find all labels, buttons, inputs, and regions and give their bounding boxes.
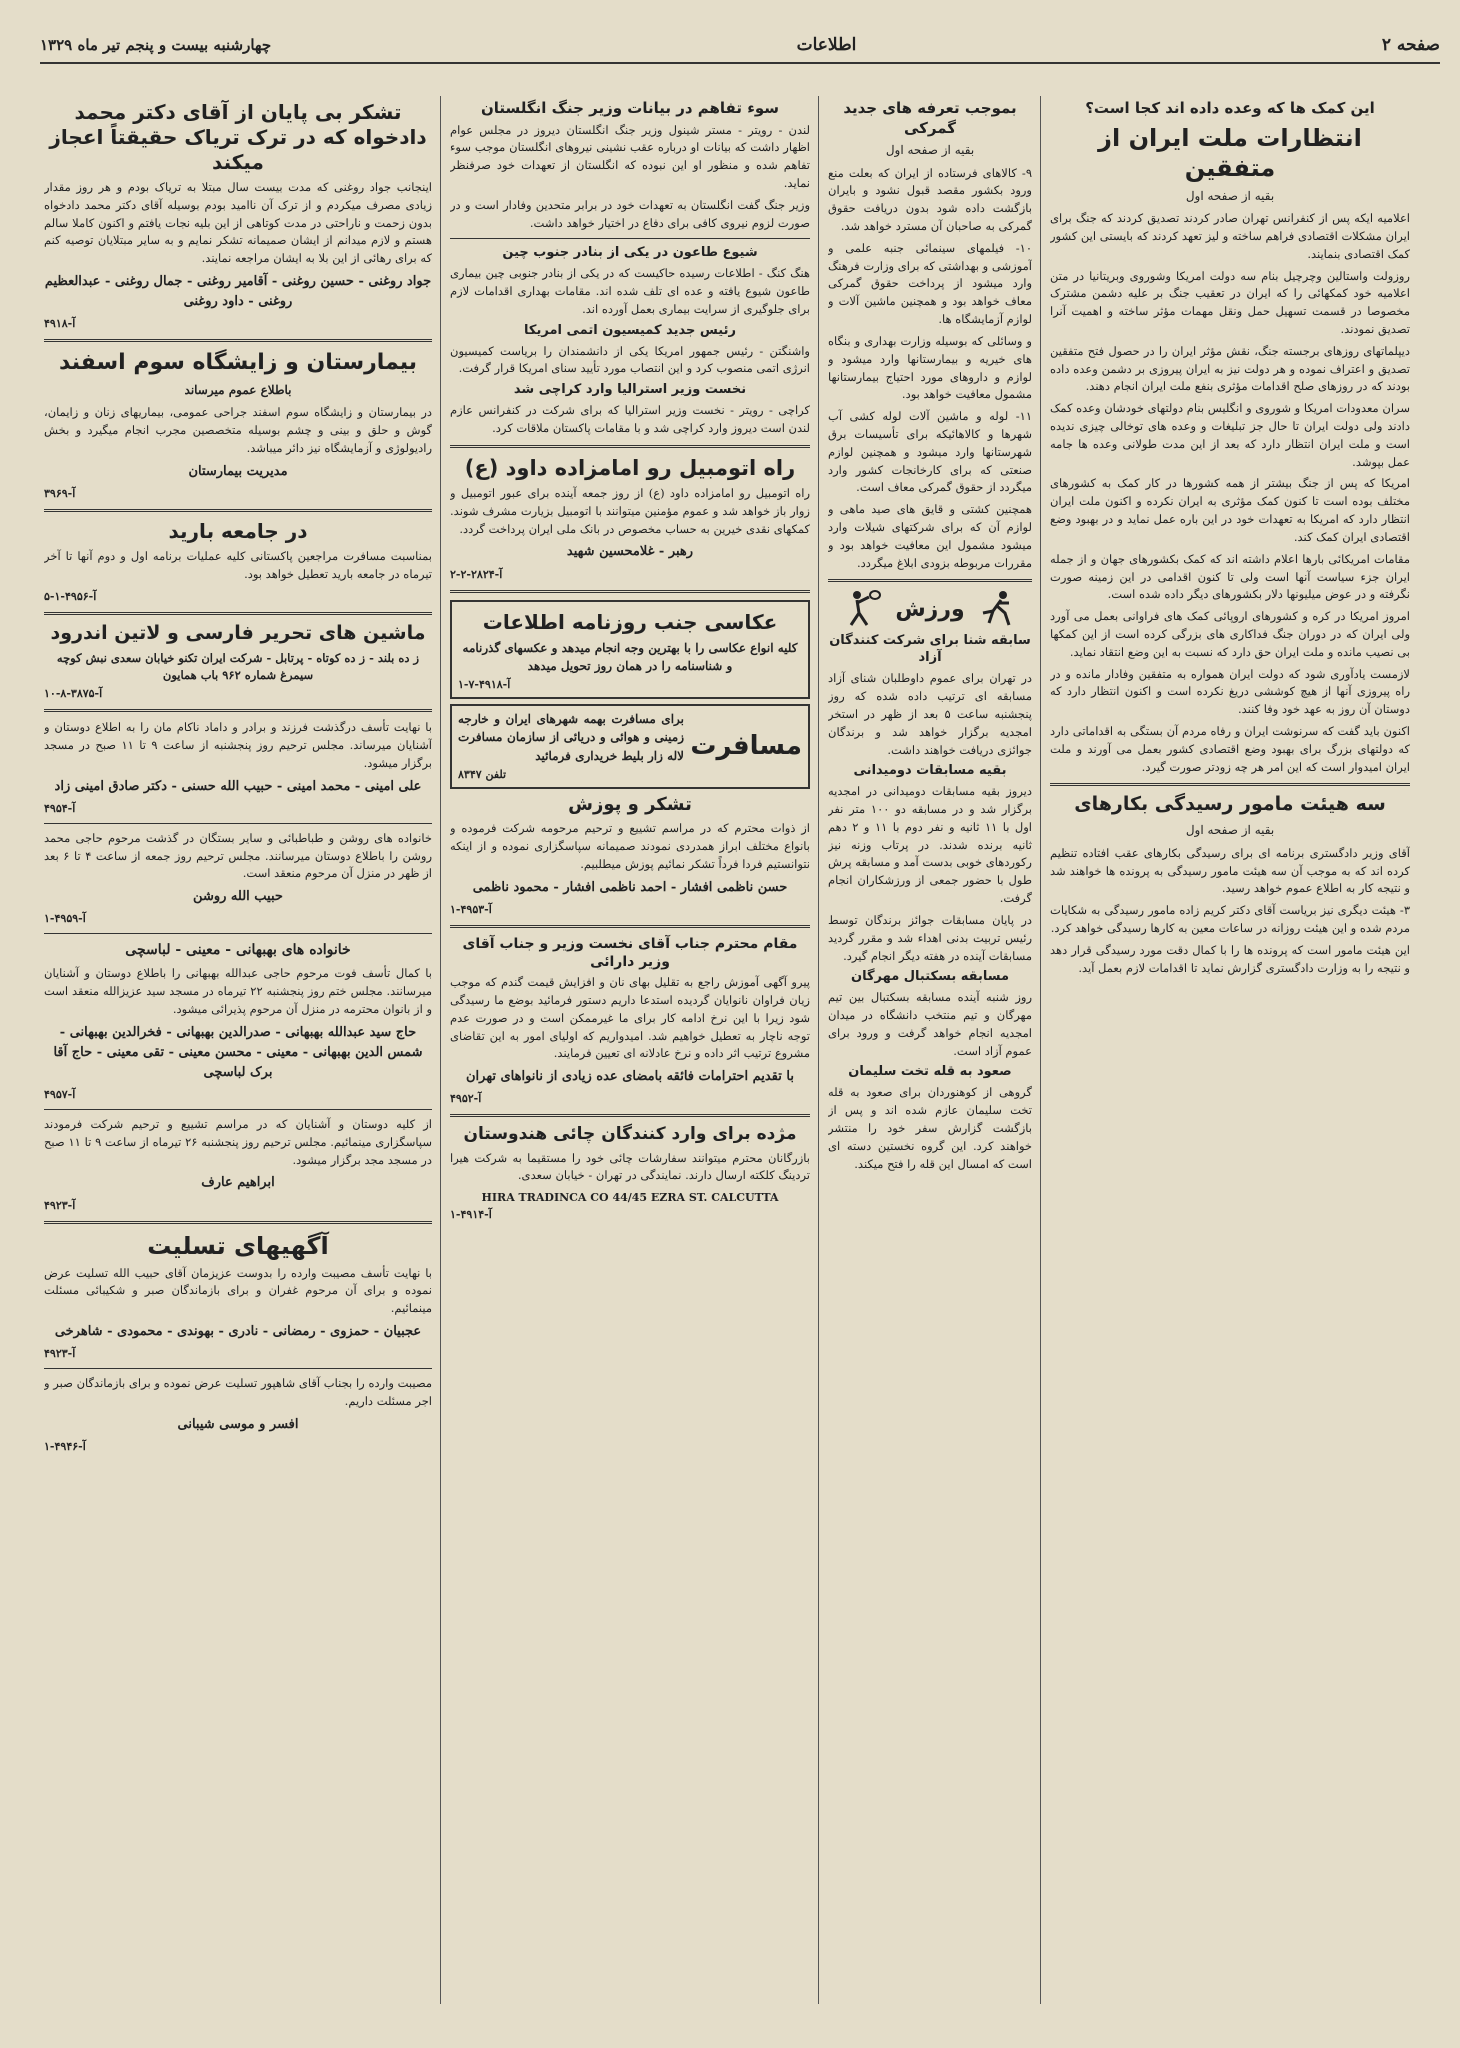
sports-paragraph: در تهران برای عموم داوطلبان شنای آزاد مسابقه ای ترتیب داده شده که روز پنجشنبه ساعت ۵ بعد از ظهر در استخر امجدیه برگزار خواهد شد و برندگان جوائزی دریافت خواهند داشت. [828, 671, 1032, 757]
article-paragraph: سران معدودات امریکا و شوروی و انگلیس بنام دولتهای خودشان وعده کمک دادند ولی دولت ایران تا حال جز تبلیغات و وعده های توخالی چیزی ندیده است و ملت ایران انتظار دارد که بعد از این مدت طولانی وعده ها جامه عمل بپوشد. [1050, 401, 1410, 469]
typewriter-ad-text: ز ده بلند - ز ده کوتاه - پرتابل - شرکت ایران تکنو خیابان سعدی نبش کوچه سیمرغ شماره ۹۶۲ باب همایون [56, 650, 420, 683]
news-headline: شیوع طاعون در یکی از بنادر جنوب چین [502, 245, 758, 261]
open-letter-text: پیرو آگهی آموزش راجع به تقلیل بهای نان و افزایش قیمت گندم که موجب زیان فراوان نانوایان گردیده استدعا داریم دستور فرمائید بوضع ما رسیدگی شود زیرا با این نرخ ادامه کار برای ما غیرممکن است و در صورت عدم توجه ناچار به تعطیل خواهیم شد. امیدواریم که اولیای امور به این تقاضای مشروع ترتیب اثر داده و نرخ عادلانه ای تعیین فرمایند. [450, 975, 810, 1061]
article-paragraph: امریکا که پس از جنگ بیشتر از همه کشورها در کار کمک به کشورهای مختلف بوده است تا کنون کمک مؤثری به ایران نکرده و اکنون ملت ایران انتظار دارد که امریکا به تعهدات خود در این باره عمل نماید و در بهبود وضع اقتصادی ایران کمک کند. [1050, 476, 1410, 544]
article-paragraph: و وسائلی که بوسیله وزارت بهداری و بنگاه های خیریه و بیمارستانها وارد میشود و لوازم و داروهای مورد احتیاج بیمارستانها مشمول معافیت خواهد بود. [828, 333, 1032, 402]
divider [44, 823, 432, 824]
news-paragraph: واشنگتن - رئیس جمهور امریکا یکی از دانشمندان را بریاست کمیسیون انرژی اتمی منصوب کرد و این انتصاب مورد تأیید سنای امریکا قرار گرفت. [450, 343, 810, 376]
sports-headline: بقیه مسابقات دومیدانی [853, 763, 1007, 779]
article-paragraph: همچنین کشتی و قایق های صید ماهی و لوازم آن که برای شرکتهای شیلات وارد میشود مشمول این معافیت خواهد بود و مقررات مربوطه بزودی ابلاغ میگردد. [828, 502, 1032, 570]
ad-code: آ-۴۹۵۴ [44, 801, 76, 815]
thanks-text: از ذوات محترم که در مراسم تشییع و ترحیم مرحومه شرکت فرموده و بانواع مختلف ابراز همدردی نمودند صمیمانه سپاسگزاری نموده و از اینکه نتوانستیم فردا فرداً تشکر نمائیم پوزش میطلبیم. [450, 821, 810, 871]
divider [44, 612, 432, 615]
travel-ad [450, 704, 810, 789]
ad-code: آ-۴۹۱۸ [44, 317, 76, 331]
notice-title: در جامعه بارید [168, 519, 308, 544]
obituary-signature: حاج سید عبدالله بهبهانی - صدرالدین بهبهانی - فخرالدین بهبهانی - شمس الدین بهبهانی - معینی - محسن معینی - تقی معینی - حاج آقا برک لباسچی [53, 1024, 423, 1080]
hospital-ad-signature: مدیریت بیمارستان [188, 463, 288, 479]
article-headline: بموجب تعرفه های جدید گمرکی [843, 99, 1017, 137]
sports-header [828, 589, 1032, 629]
article-paragraph: مقامات امریکائی بارها اعلام داشته اند که کمک بکشورهای جهان و از جمله ایران جزء سیاست آنها است ولی تا کنون اقدامی در این زمینه صورت نگرفته و در عوض میلیونها دلار بکشورهای دیگر داده شده است. [1050, 551, 1410, 602]
divider [1050, 783, 1410, 786]
column-rule [1040, 96, 1041, 2004]
ad-code: آ-۴۹۱۸-۷-۱ [458, 677, 511, 691]
news-paragraph: کراچی - رویتر - نخست وزیر استرالیا که برای شرکت در کنفرانس عازم لندن است دیروز وارد کراچی شد و با مقامات پاکستان ملاقات کرد. [450, 403, 810, 435]
article-paragraph: ۱۰- فیلمهای سینمائی جنبه علمی و آموزشی و بهداشتی که برای وزارت فرهنگ وارد میشود از پرداخت حقوق گمرکی معاف خواهد بود و همچنین ماشین آلات و لوازم آزمایشگاه ها. [828, 240, 1032, 327]
news-paragraph: وزیر جنگ گفت انگلستان به تعهدات خود در برابر متحدین وفادار است و در صورت لزوم نیروی کافی برای دفاع در اختیار خواهد داشت. [450, 197, 810, 230]
column-third [450, 96, 810, 2008]
divider [450, 590, 810, 593]
divider [44, 339, 432, 342]
obituary-title: خانواده های بهبهانی - معینی - لباسچی [125, 942, 351, 959]
ad-code: آ-۴۹۲۳ [44, 1347, 76, 1361]
hospital-ad-text: در بیمارستان و زایشگاه سوم اسفند جراحی عمومی، بیماریهای زنان و زایمان، گوش و حلق و بینی و چشم بوسیله متخصصین مجرب انجام میگیرد و بخش رادیولوژی و آزمایشگاه نیز دائر میباشد. [44, 405, 432, 456]
column-rule [818, 96, 819, 2004]
condolence-signature: عجبیان - حمزوی - رمضانی - نادری - بهوندی - محمودی - شاهرخی [54, 1324, 422, 1340]
thanks-ad-title: تشکر بی پایان از آقای دکتر محمد دادخواه که در ترک تریاک حقیقتاً اعجاز میکند [49, 100, 427, 174]
open-letter-signature: با تقدیم احترامات فائقه بامضای عده زیادی از نانواهای تهران [466, 1069, 794, 1085]
sports-paragraph: دیروز بقیه مسابقات دومیدانی در امجدیه برگزار شد و در مسابقه دو ۱۰۰ متر نفر اول با ۱۱ ثانیه و نفر دوم با ۱۱ و ۲ دهم ثانیه برنده شدند. در پرتاب وزنه نیز رکوردهای خوبی بدست آمد و مسابقه پرش طول با حضور جمعی از ورزشکاران انجام گرفت. [828, 784, 1032, 906]
obituary-text: با نهایت تأسف درگذشت فرزند و برادر و داماد ناکام مان را به اطلاع دوستان و آشنایان میرساند. مجلس ترحیم روز پنجشنبه از ساعت ۹ تا ۱۱ صبح در مسجد برگزار میشود. [44, 720, 432, 770]
sports-headline: صعود به قله تخت سلیمان [848, 1064, 1012, 1080]
ad-code: آ-۲۸۲۴-۲-۲ [450, 567, 503, 581]
condolence-section-title: آگهیهای تسلیت [147, 1231, 329, 1260]
ad-code: آ-۴۹۵۹-۱ [44, 912, 86, 926]
article-paragraph: ۱۱- لوله و ماشین آلات لوله کشی آب شهرها و کالاهائیکه برای تأسیسات برق شهرستانها وارد میشود و همچنین لوازم صنعتی که برای کارخانجات کشور وارد میگردد از حقوق گمرکی معاف است. [828, 409, 1032, 495]
column-rule [440, 96, 441, 2004]
article-paragraph: ۳- هیئت دیگری نیز بریاست آقای دکتر کریم زاده مامور رسیدگی به شکایات مردم شده و این هیئت روزانه در ساعات معین به کارها رسیدگی خواهد کرد. [1050, 903, 1410, 936]
obituary-signature: علی امینی - محمد امینی - حبیب الله حسنی - دکتر صادق امینی زاد [54, 778, 422, 794]
sports-paragraph: در پایان مسابقات جوائز برندگان توسط رئیس تربیت بدنی اهداء شد و مقرر گردید مسابقات آینده در هفته دیگر انجام گیرد. [828, 912, 1032, 963]
news-headline: رئیس جدید کمیسیون اتمی امریکا [524, 322, 736, 338]
photo-ad-text: کلیه انواع عکاسی را با بهترین وجه انجام میدهد و عکسهای گذرنامه و شناسنامه را در همان روز تحویل میدهد [462, 640, 798, 674]
obituary-signature: حبیب الله روشن [193, 889, 283, 905]
article-headline: سه هیئت مامور رسیدگی بکارهای [1074, 793, 1386, 816]
divider [44, 1368, 432, 1369]
typewriter-ad-title: ماشین های تحریر فارسی و لاتین اندرود [50, 621, 426, 644]
notice-text: بمناسبت مسافرت مراجعین پاکستانی کلیه عملیات برنامه اول و دوم آنها تا آخر تیرماه در جامعه بارید تعطیل خواهد بود. [44, 549, 432, 581]
obituary-signature: ابراهیم عارف [201, 1175, 275, 1191]
divider [450, 1114, 810, 1117]
hospital-ad-title: بیمارستان و زایشگاه سوم اسفند [58, 350, 418, 376]
divider [44, 933, 432, 934]
ad-code: آ-۴۹۵۲ [450, 1092, 482, 1106]
travel-ad-phone: تلفن ۸۳۴۷ [458, 767, 507, 781]
issue-date: چهارشنبه بیست و پنجم تیر ماه ۱۳۲۹ [40, 36, 272, 54]
open-letter-title: مقام محترم جناب آقای نخست وزیر و جناب آقای وزیر دارائی [462, 935, 798, 970]
article-paragraph: امروز امریکا در کره و کشورهای اروپائی کمک های فراوانی بعمل می آورد ولی ایران که در دوران جنگ فداکاری های بزرگی کرده است از این کمکها بی نصیب مانده و ملت ایران حق دارد که نسبت به این وضع انتقاد نماید. [1050, 609, 1410, 659]
paper-name: اطلاعات [796, 35, 857, 55]
divider [450, 925, 810, 928]
divider [828, 579, 1032, 582]
article-paragraph: آقای وزیر دادگستری برنامه ای برای رسیدگی بکارهای عقب افتاده تنظیم کرده اند که به موجب آن سه هیئت مامور رسیدگی به پرونده ها خواهند شد و نتیجه کار به اطلاع عموم خواهد رسید. [1050, 845, 1410, 896]
divider [450, 238, 810, 239]
road-ad-text: راه اتومبیل رو امامزاده داود (ع) از روز جمعه آینده برای عبور اتومبیل و زوار باز خواهد شد و عموم مؤمنین میتوانند با اتومبیل بزیارت مشرف شوند. کمکهای نقدی خیرین به حساب مخصوص در بانک ملی ایران پرداخت گردد. [450, 485, 810, 536]
continued-note: بقیه از صفحه اول [1185, 823, 1275, 838]
article-paragraph: دیپلماتهای روزهای برجسته جنگ، نقش مؤثر ایران را در حصول فتح متفقین تصدیق و اعتراف نموده و هر دولت نیز به ایران پیروزی بر دشمن وعده داده بودند که در روزهای صلح اقدامات مؤثری بنفع ملت ایران انجام دهند. [1050, 343, 1410, 394]
article-paragraph: روزولت واستالین وچرچیل بنام سه دولت امریکا وشوروی وبریتانیا در متن اعلامیه خود کمکهائی را که ایران در تعقیب جنگ بر علیه دشمن مشترک مخصوصا در قسمت تسهیل حمل ونقل مهمات مؤثر ساخته و اهمیت آنرا تصدیق نمودند. [1050, 268, 1410, 336]
column-second [828, 96, 1032, 2008]
tennis-player-icon [841, 589, 885, 629]
ad-code: آ-۳۸۷۵-۸-۱۰ [44, 687, 103, 701]
runner-icon [975, 589, 1019, 629]
article-paragraph: اعلامیه ایکه پس از کنفرانس تهران صادر کردند تصدیق کردند که جنگ برای ایران مشکلات اقتصادی فراهم ساخته و لیز تعهد کردند که بایستی این کشور کمک اقتصادی بنمایند. [1050, 211, 1410, 261]
page-number: صفحه ۲ [1381, 35, 1440, 55]
column-right [1050, 96, 1410, 2008]
article-headline: انتظارات ملت ایران از متفقین [1098, 123, 1362, 182]
news-paragraph: لندن - رویتر - مستر شینول وزیر جنگ انگلستان دیروز در مجلس عوام اظهار داشت که بیانات او درباره عقب نشینی نیروهای انگلستان موجب سوء تفاهم شده و منظور او این نبوده که انگلستان از تعهدات خود صرفنظر نماید. [450, 122, 810, 190]
ad-code: آ-۴۹۵۳-۱ [450, 902, 492, 916]
column-left [44, 96, 432, 2008]
article-paragraph: ۹- کالاهای فرستاده از ایران که بعلت منع ورود بکشور مقصد قبول نشود و بایران بازگشت داده شود بدون دریافت حقوق گمرکی به صاحبان آن مسترد خواهد شد. [828, 165, 1032, 234]
article-kicker: این کمک ها که وعده داده اند کجا است؟ [1085, 99, 1375, 117]
ad-code: آ-۴۹۴۶-۱ [44, 1440, 86, 1454]
travel-ad-text: برای مسافرت بهمه شهرهای ایران و خارجه زمینی و هوائی و دریائی از سازمان مسافرت لاله زار بلیط خریداری فرمائید [458, 711, 684, 764]
tea-ad-title: مژده برای وارد کنندگان چائی هندوستان [463, 1124, 797, 1145]
article-paragraph: این هیئت مامور است که پرونده ها را با کمال دقت مورد رسیدگی قرار دهد و نتیجه را به وزارت دادگستری گزارش نماید تا اقدامات لازم بعمل آید. [1050, 942, 1410, 975]
continued-note: بقیه از صفحه اول [1185, 188, 1275, 203]
thanks-title: تشکر و پوزش [568, 793, 692, 815]
divider [44, 1221, 432, 1224]
article-paragraph: لازمست یادآوری شود که دولت ایران همواره به متفقین وفادار مانده و در راه پیروزی آنها از هیچ کوششی دریغ نکرده است و اکنون انتظار دارد که دوستان آن روز به عهد خود وفا کنند. [1050, 666, 1410, 717]
condolence-text: مصیبت وارده را بجناب آقای شاهپور تسلیت عرض نموده و برای بازماندگان صبر و اجر مسئلت داریم. [44, 1376, 432, 1409]
condolence-text: با نهایت تأسف مصیبت وارده را بدوست عزیزمان آقای حبیب الله تسلیت عرض نموده و برای آن مرحوم غفران و برای بازماندگان صبر و شکیبائی مسئلت مینمائیم. [44, 1265, 432, 1316]
hospital-ad-subtitle: باطلاع عموم میرساند [184, 382, 292, 397]
news-headline: نخست وزیر استرالیا وارد کراچی شد [513, 382, 747, 398]
sports-headline: مسابقه بسکتبال مهرگان [850, 969, 1010, 985]
obituary-text: از کلیه دوستان و آشنایان که در مراسم تشییع و ترحیم شرکت فرمودند سپاسگزاری مینمائیم. مجلس ترحیم روز پنجشنبه ۲۶ تیرماه از ساعت ۹ تا ۱۱ صبح در مسجد مجد برگزار میشود. [44, 1117, 432, 1167]
sports-paragraph: گروهی از کوهنوردان برای صعود به قله تخت سلیمان عازم شده اند و پس از بازگشت گزارش سفر خود را منتشر خواهند کرد. این گروه نخستین دسته ای است که امسال این قله را فتح میکند. [828, 1085, 1032, 1171]
continued-note: بقیه از صفحه اول [885, 143, 975, 157]
divider [44, 1109, 432, 1110]
travel-ad-title: مسافرت [690, 731, 802, 761]
news-paragraph: هنگ کنگ - اطلاعات رسیده حاکیست که در یکی از بنادر جنوبی چین بیماری طاعون شیوع یافته و عده ای تلف شده اند. مقامات بهداری اقدامات لازم برای جلوگیری از سرایت بیماری بعمل آورده اند. [450, 266, 810, 316]
tea-ad-text: بازرگانان محترم میتوانند سفارشات چائی خود را مستقیما به شرکت هیرا تردینگ کلکته ارسال دارند. نمایندگی در تهران - خیابان سعدی. [450, 1150, 810, 1183]
sports-title: ورزش [895, 596, 965, 622]
article-paragraph: اکنون باید گفت که سرنوشت ایران و رفاه مردم آن بستگی به اقداماتی دارد که دولتهای بزرگ برای بهبود وضع اقتصادی کشور بعمل می آورند و ملت ایران امیدوار است که این امر هر چه زودتر صورت گیرد. [1050, 724, 1410, 774]
photo-studio-ad [450, 600, 810, 699]
ad-code: آ-۴۹۵۶-۱-۵ [44, 589, 97, 603]
ad-code: آ-۴۹۵۷ [44, 1088, 76, 1101]
sports-headline: سابقه شنا برای شرکت کنندگان آزاد [829, 633, 1031, 666]
thanks-ad-text: اینجانب جواد روغنی که مدت بیست سال مبتلا به تریاک بودم و هر روز مقدار زیادی مصرف میکردم و از ترک آن ناامید بودم بوسیله آقای دکتر محمد دادخواه بدون زحمت و ناراحتی در مدت کوتاهی از این بلیه نجات یافتم و اکنون کاملا سالم هستم و لازم میدانم از ایشان صمیمانه تشکر نمایم و به سایر مبتلایان توصیه کنم که برای رهائی از این بلا به ایشان مراجعه نمایند. [44, 180, 432, 266]
road-ad-title: راه اتومبیل رو امامزاده داود (ع) [464, 455, 796, 480]
news-headline: سوء تفاهم در بیانات وزیر جنگ انگلستان [480, 99, 780, 117]
masthead [40, 28, 1440, 64]
divider [44, 509, 432, 512]
thanks-ad-signature: جواد روغنی - حسین روغنی - آقامیر روغنی - جمال روغنی - عبدالعظیم روغنی - داود روغنی [44, 274, 432, 310]
photo-ad-title: عکاسی جنب روزنامه اطلاعات [482, 609, 778, 634]
ad-code: آ-۳۹۶۹ [44, 487, 76, 501]
condolence-signature: افسر و موسی شیبانی [177, 1416, 299, 1432]
divider [450, 445, 810, 448]
obituary-text: با کمال تأسف فوت مرحوم حاجی عبدالله بهبهانی را باطلاع دوستان و آشنایان میرسانند. مجلس ختم روز پنجشنبه ۲۲ تیرماه در مسجد سید عزیزالله منعقد است و از بانوان محترمه در منزل آن مرحوم پذیرائی میشود. [44, 966, 432, 1016]
ad-code: آ-۴۹۲۳ [44, 1198, 76, 1212]
divider [44, 709, 432, 712]
obituary-text: خانواده های روشن و طباطبائی و سایر بستگان در گذشت مرحوم حاجی محمد روشن را باطلاع دوستان میرسانند. مجلس ترحیم روز جمعه از ساعت ۴ تا ۶ بعد از ظهر در منزل آن مرحوم منعقد است. [44, 830, 432, 881]
sports-paragraph: روز شنبه آینده مسابقه بسکتبال بین تیم مهرگان و تیم منتخب دانشگاه در میدان امجدیه انجام خواهد گرفت و ورود برای عموم آزاد است. [828, 990, 1032, 1058]
tea-ad-company: HIRA TRADINCA CO 44/45 EZRA ST. CALCUTTA [481, 1191, 779, 1205]
road-ad-signature: رهبر - غلامحسین شهید [566, 544, 694, 560]
thanks-signature: حسن ناظمی افشار - احمد ناظمی افشار - محمود ناظمی [472, 879, 788, 895]
ad-code: آ-۴۹۱۴-۱ [450, 1208, 492, 1222]
